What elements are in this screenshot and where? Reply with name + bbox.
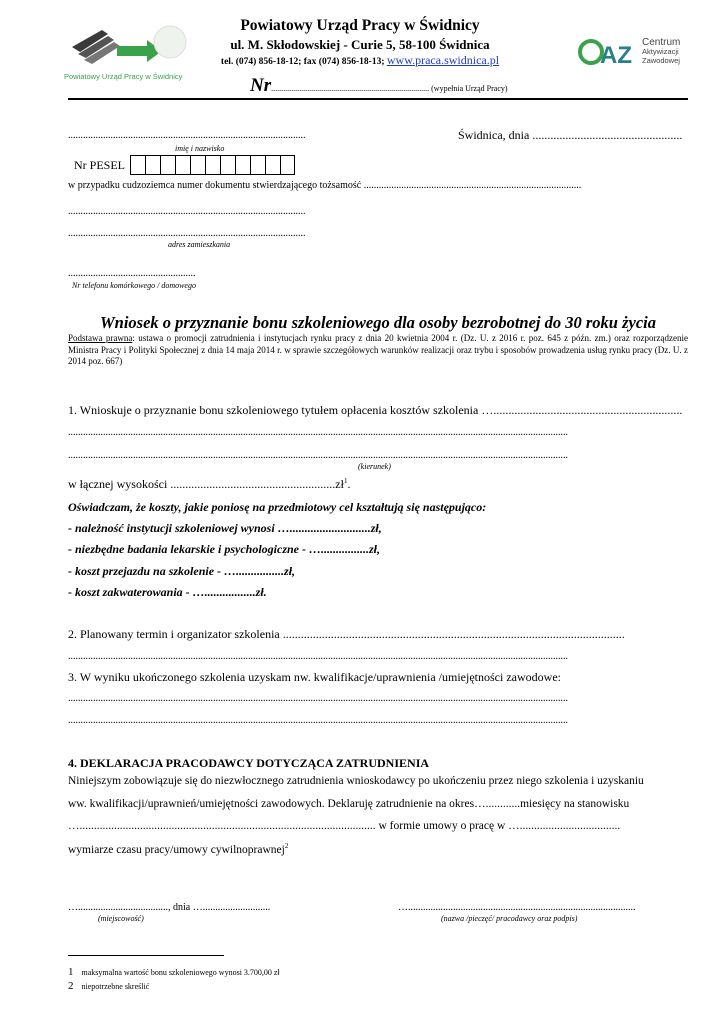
cost-medical-exams[interactable]: - niezbędne badania lekarskie i psychologiczne - …................zł,	[68, 542, 380, 556]
section3-line-2[interactable]: ........................................................................................................................................................................................................	[68, 715, 568, 726]
legal-basis: Podstawa prawna: ustawa o promocji zatrudnienia i instytucjach rynku pracy z dnia 20 kwietnia 2004 r. (Dz. U. z 2016 r. poz. 645 z późn. zm.) oraz rozporządzenie Ministra Pracy i Polityki Społecznej z dnia 14 maja 2014 r. w sprawie szczegółowych warunków realizacji oraz trybu i sposobów prowadzenia usług rynku pracy (Dz. U. z 2014 poz. 667)	[68, 333, 689, 366]
section4-line-3[interactable]: …....................................................................................................... w formie umowy o pracę w …...................................	[68, 820, 621, 832]
section4-line-4: wymiarze czasu pracy/umowy cywilnoprawnej$^2$	[68, 842, 289, 856]
pesel-digit[interactable]	[160, 155, 175, 175]
place-date-field[interactable]: …...................................., dnia …...........................	[68, 902, 271, 913]
section1-line-1[interactable]: ........................................................................................................................................................................................................	[68, 427, 568, 438]
place-caption: (miejscowość)	[98, 914, 144, 923]
header-rule	[68, 98, 688, 100]
registry-number: Nr............................................................................... (wypełnia Urząd Pracy)	[250, 75, 508, 96]
caz-caption-1: Centrum	[642, 37, 681, 48]
employer-caption: (nazwa /pieczęć/ pracodawcy oraz podpis)	[441, 914, 578, 923]
pesel-digit[interactable]	[265, 155, 280, 175]
section4-line-2[interactable]: ww. kwalifikacji/uprawnień/umiejętności zawodowych. Deklaruję zatrudnienie na okres…............miesięcy na stanowisku	[68, 798, 630, 810]
city-date-field[interactable]: Świdnica, dnia ..................................................	[458, 128, 683, 142]
direction-caption: (kierunek)	[358, 462, 391, 471]
office-name: Powiatowy Urząd Pracy w Świdnicy	[240, 17, 480, 34]
office-contact: tel. (074) 856-18-12; fax (074) 856-18-13; www.praca.swidnica.pl	[220, 53, 500, 67]
section2-line[interactable]: ........................................................................................................................................................................................................	[68, 651, 568, 662]
section3-line-1[interactable]: ........................................................................................................................................................................................................	[68, 693, 568, 704]
pesel-digit[interactable]	[145, 155, 160, 175]
logo-right	[578, 34, 688, 74]
logo-left	[62, 22, 196, 84]
svg-text:AZ: AZ	[600, 42, 632, 69]
pup-logo-icon	[62, 22, 196, 72]
phone-caption: Nr telefonu komórkowego / domowego	[72, 281, 196, 290]
pesel-digit[interactable]	[130, 155, 145, 175]
pesel-digit[interactable]	[220, 155, 235, 175]
pesel-digit[interactable]	[205, 155, 220, 175]
pesel-digit[interactable]	[175, 155, 190, 175]
pesel-digit[interactable]	[280, 155, 295, 175]
pesel-label: Nr PESEL	[74, 158, 125, 172]
section2-text[interactable]: 2. Planowany termin i organizator szkolenia ..................................................................................................................	[68, 627, 625, 641]
section1-text: 1. Wnioskuje o przyznanie bonu szkoleniowego tytułem opłacenia kosztów szkolenia …...............................................................	[68, 403, 683, 417]
address-field-2[interactable]: ...............................................................................................	[68, 228, 306, 239]
phone-field[interactable]: ...................................................	[68, 268, 196, 279]
section3-text: 3. W wyniku ukończonego szkolenia uzyskam nw. kwalifikacje/uprawnienia /umiejętności zawodowe:	[68, 670, 561, 684]
office-address: ul. M. Skłodowskiej - Curie 5, 58-100 Świdnica	[230, 37, 490, 52]
pesel-digit[interactable]	[250, 155, 265, 175]
caz-logo-icon	[578, 34, 640, 70]
caz-caption-2: Aktywizacji	[642, 47, 679, 56]
costs-declaration: Oświadczam, że koszty, jakie poniosę na przedmiotowy cel kształtują się następująco:	[68, 500, 487, 514]
cost-travel[interactable]: - koszt przejazdu na szkolenie - …................zł,	[68, 564, 296, 578]
name-caption: imię i nazwisko	[175, 144, 225, 153]
pesel-input[interactable]	[130, 155, 295, 175]
caz-caption-3: Zawodowej	[642, 56, 680, 65]
website-link[interactable]: www.praca.swidnica.pl	[386, 53, 500, 67]
form-title: Wniosek o przyznanie bonu szkoleniowego dla osoby bezrobotnej do 30 roku życia	[99, 313, 656, 332]
section4-heading: 4. DEKLARACJA PRACODAWCY DOTYCZĄCA ZATRUDNIENIA	[68, 756, 430, 770]
footnote-1: 1 maksymalna wartość bonu szkoleniowego wynosi 3.700,00 zł	[68, 966, 280, 978]
total-amount-field[interactable]: w łącznej wysokości $.......................................................zł^1$.	[68, 477, 351, 491]
pup-logo-caption: Powiatowy Urząd Pracy w Świdnicy	[64, 72, 183, 81]
footnote-rule	[68, 955, 224, 956]
address-caption: adres zamieszkania	[168, 240, 231, 249]
pesel-digit[interactable]	[235, 155, 250, 175]
section1-line-2[interactable]: ........................................................................................................................................................................................................	[68, 450, 568, 461]
address-field-1[interactable]: ...............................................................................................	[68, 206, 306, 217]
employer-signature-field[interactable]: …...........................................................................................	[398, 902, 636, 913]
section4-line-1: Niniejszym zobowiązuje się do niezwłocznego zatrudnienia wnioskodawcy po ukończeniu przez niego szkolenia i uzyskaniu	[68, 775, 644, 787]
foreigner-document-field[interactable]: w przypadku cudzoziemca numer dokumentu stwierdzającego tożsamość .......................................................................................	[68, 180, 582, 191]
cost-accommodation[interactable]: - koszt zakwaterowania - ….................zł.	[68, 585, 267, 599]
pesel-digit[interactable]	[190, 155, 205, 175]
name-field[interactable]: ...............................................................................................	[68, 130, 306, 141]
footnote-2: 2 niepotrzebne skreślić	[68, 980, 150, 992]
cost-training-institution[interactable]: - należność instytucji szkoleniowej wynosi …...........................zł,	[68, 521, 382, 535]
